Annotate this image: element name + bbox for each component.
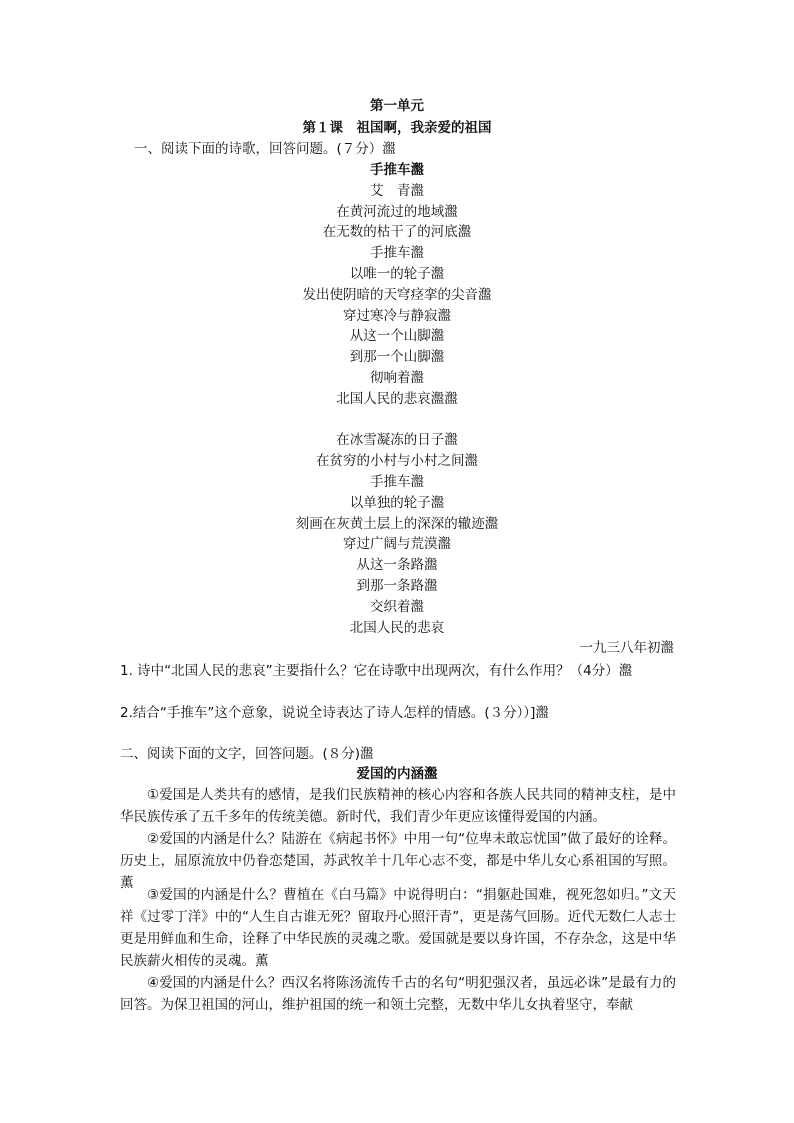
poem-line: 穿过广阔与荒漠瀊 xyxy=(343,536,451,552)
question-2: 2.结合“手推车”这个意象，说说全诗表达了诗人怎样的情感。(３分））]瀊 xyxy=(120,705,549,721)
article-paragraph-4: ④爱国的内涵是什么？西汉名将陈汤流传千古的名句“明犯强汉者，虽远必诛”是最有力的回答。为保卫祖国的河山，维护祖国的统一和领土完整，无数中华儿女执着坚守，奉献 xyxy=(120,975,676,1013)
poem-line: 在无数的枯干了的河底瀊 xyxy=(322,224,472,240)
poem-author: 艾 青瀊 xyxy=(370,183,424,199)
poem-line: 在贫穷的小村与小村之间瀊 xyxy=(316,453,478,469)
poem-line: 到那一条路瀊 xyxy=(356,578,438,594)
poem-line: 彻响着瀊 xyxy=(370,370,424,386)
poem-line: 刻画在灰黄土层上的深深的辙迹瀊 xyxy=(295,516,499,532)
section2-heading: 二、阅读下面的文字，回答问题。(８分)瀊 xyxy=(120,746,374,762)
lesson-title: 第１课 祖国啊，我亲爱的祖国 xyxy=(302,120,492,136)
poem-line: 从这一个山脚瀊 xyxy=(349,328,445,344)
article-paragraph-3: ③爱国的内涵是什么？曹植在《白马篇》中说得明白：“捐躯赴国难，视死忽如归。”文天祥《过零丁洋》中的“人生自古谁无死？留取丹心照汗青”，更是荡气回肠。近代无数仁人志士更是用鲜血和生命，诠释了中华民族的灵魂之歌。爱国就是要以身许国，不存杂念，这是中华民族薪火相传的灵魂。薫 xyxy=(120,887,676,969)
poem-line: 北国人民的悲哀瀊瀊 xyxy=(336,391,458,407)
unit-title: 第一单元 xyxy=(370,98,424,114)
section1-heading: 一、阅读下面的诗歌，回答问题。(７分）瀊 xyxy=(134,141,396,157)
poem-line: 穿过寒冷与静寂瀊 xyxy=(343,308,451,324)
poem-line: 手推车瀊 xyxy=(370,474,424,490)
article-title: 爱国的内涵瀊 xyxy=(356,766,438,782)
poem-line: 交织着瀊 xyxy=(370,599,424,615)
poem-title: 手推车瀊 xyxy=(370,162,424,178)
poem-line: 手推车瀊 xyxy=(370,245,424,261)
poem-line: 在黄河流过的地域瀊 xyxy=(336,204,458,220)
poem-line: 北国人民的悲哀 xyxy=(349,620,445,636)
poem-line: 以唯一的轮子瀊 xyxy=(349,266,445,282)
poem-line: 在冰雪凝冻的日子瀊 xyxy=(336,432,458,448)
poem-line: 从这一条路瀊 xyxy=(356,557,438,573)
article-paragraph-2: ②爱国的内涵是什么？陆游在《病起书怀》中用一句“位卑未敢忘忧国”做了最好的诠释。历史上，屈原流放中仍眷恋楚国，苏武牧羊十几年心志不变，都是中华儿女心系祖国的写照。薫 xyxy=(120,831,676,891)
poem-line: 到那一个山脚瀊 xyxy=(349,349,445,365)
poem-date: 一九三八年初瀊 xyxy=(579,640,674,656)
article-paragraph-1: ①爱国是人类共有的感情，是我们民族精神的核心内容和各族人民共同的精神支柱，是中华民族传承了五千多年的传统美德。新时代，我们青少年更应该懂得爱国的内涵。 xyxy=(120,787,676,825)
question-1: 1. 诗中“北国人民的悲哀”主要指什么？它在诗歌中出现两次，有什么作用？（4分）瀊 xyxy=(120,663,633,679)
poem-line: 以单独的轮子瀊 xyxy=(349,495,445,511)
poem-line: 发出使阴暗的天穹痉挛的尖音瀊 xyxy=(302,287,492,303)
